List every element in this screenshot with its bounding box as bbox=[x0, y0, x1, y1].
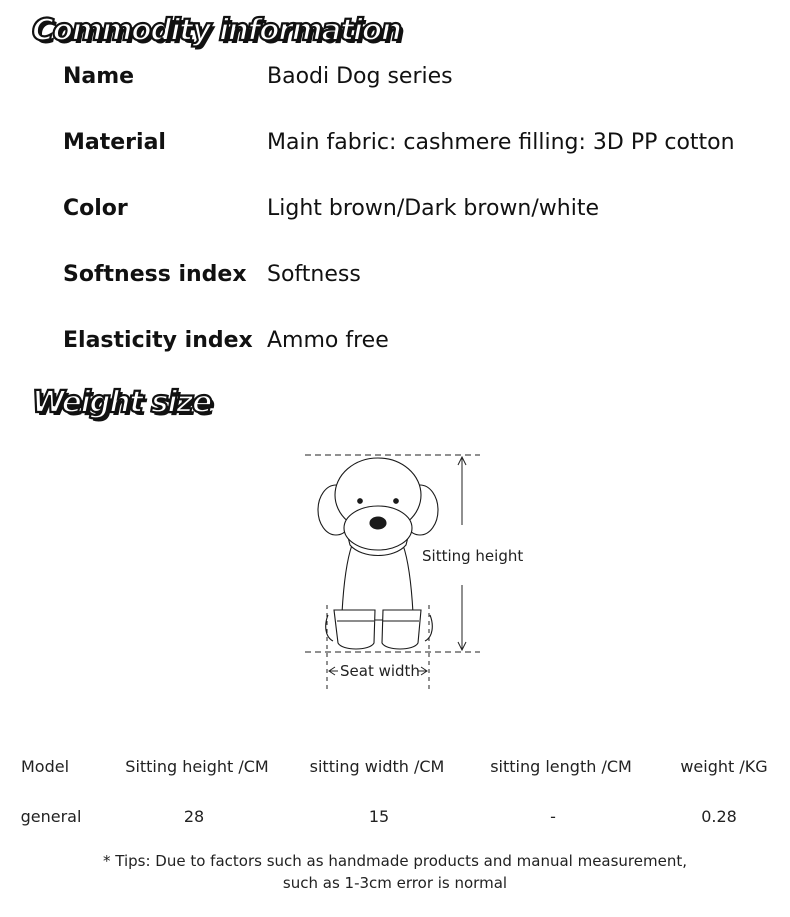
tips-line-2: such as 1-3cm error is normal bbox=[282, 874, 508, 892]
info-value: Light brown/Dark brown/white bbox=[267, 196, 599, 221]
table-cell: general bbox=[20, 807, 82, 826]
table-header: sitting width /CM bbox=[309, 757, 445, 776]
info-row-material bbox=[0, 130, 790, 170]
info-value: Ammo free bbox=[267, 328, 389, 353]
info-value: Main fabric: cashmere filling: 3D PP cotton bbox=[267, 130, 735, 155]
sitting-height-label: Sitting height bbox=[422, 547, 524, 565]
dog-size-diagram bbox=[290, 445, 540, 700]
table-header: sitting length /CM bbox=[490, 757, 632, 776]
info-row-softness bbox=[0, 262, 790, 302]
info-label: Elasticity index bbox=[63, 328, 253, 353]
table-header: Model bbox=[20, 757, 70, 776]
dog-eye-right bbox=[394, 499, 399, 504]
table-cell: 15 bbox=[368, 807, 390, 826]
info-label: Color bbox=[63, 196, 128, 221]
table-cell: 28 bbox=[183, 807, 205, 826]
table-header: Sitting height /CM bbox=[125, 757, 269, 776]
table-cell: - bbox=[550, 807, 556, 826]
table-header: weight /KG bbox=[680, 757, 768, 776]
dog-outline-icon bbox=[318, 458, 438, 649]
commodity-info-title: Commodity information bbox=[32, 13, 401, 48]
info-value: Softness bbox=[267, 262, 361, 287]
dog-eye-left bbox=[358, 499, 363, 504]
info-row-color bbox=[0, 196, 790, 236]
weight-size-title: Weight size bbox=[32, 385, 211, 420]
table-cell: 0.28 bbox=[701, 807, 737, 826]
info-label: Material bbox=[63, 130, 166, 155]
info-label: Softness index bbox=[63, 262, 247, 287]
dog-nose bbox=[370, 517, 386, 529]
info-label: Name bbox=[63, 64, 135, 89]
info-row-name bbox=[0, 64, 790, 104]
info-value: Baodi Dog series bbox=[267, 64, 453, 89]
tips-line-1: * Tips: Due to factors such as handmade products and manual measurement, bbox=[103, 852, 687, 870]
info-row-elasticity bbox=[0, 328, 790, 368]
seat-width-label: Seat width bbox=[340, 662, 420, 680]
